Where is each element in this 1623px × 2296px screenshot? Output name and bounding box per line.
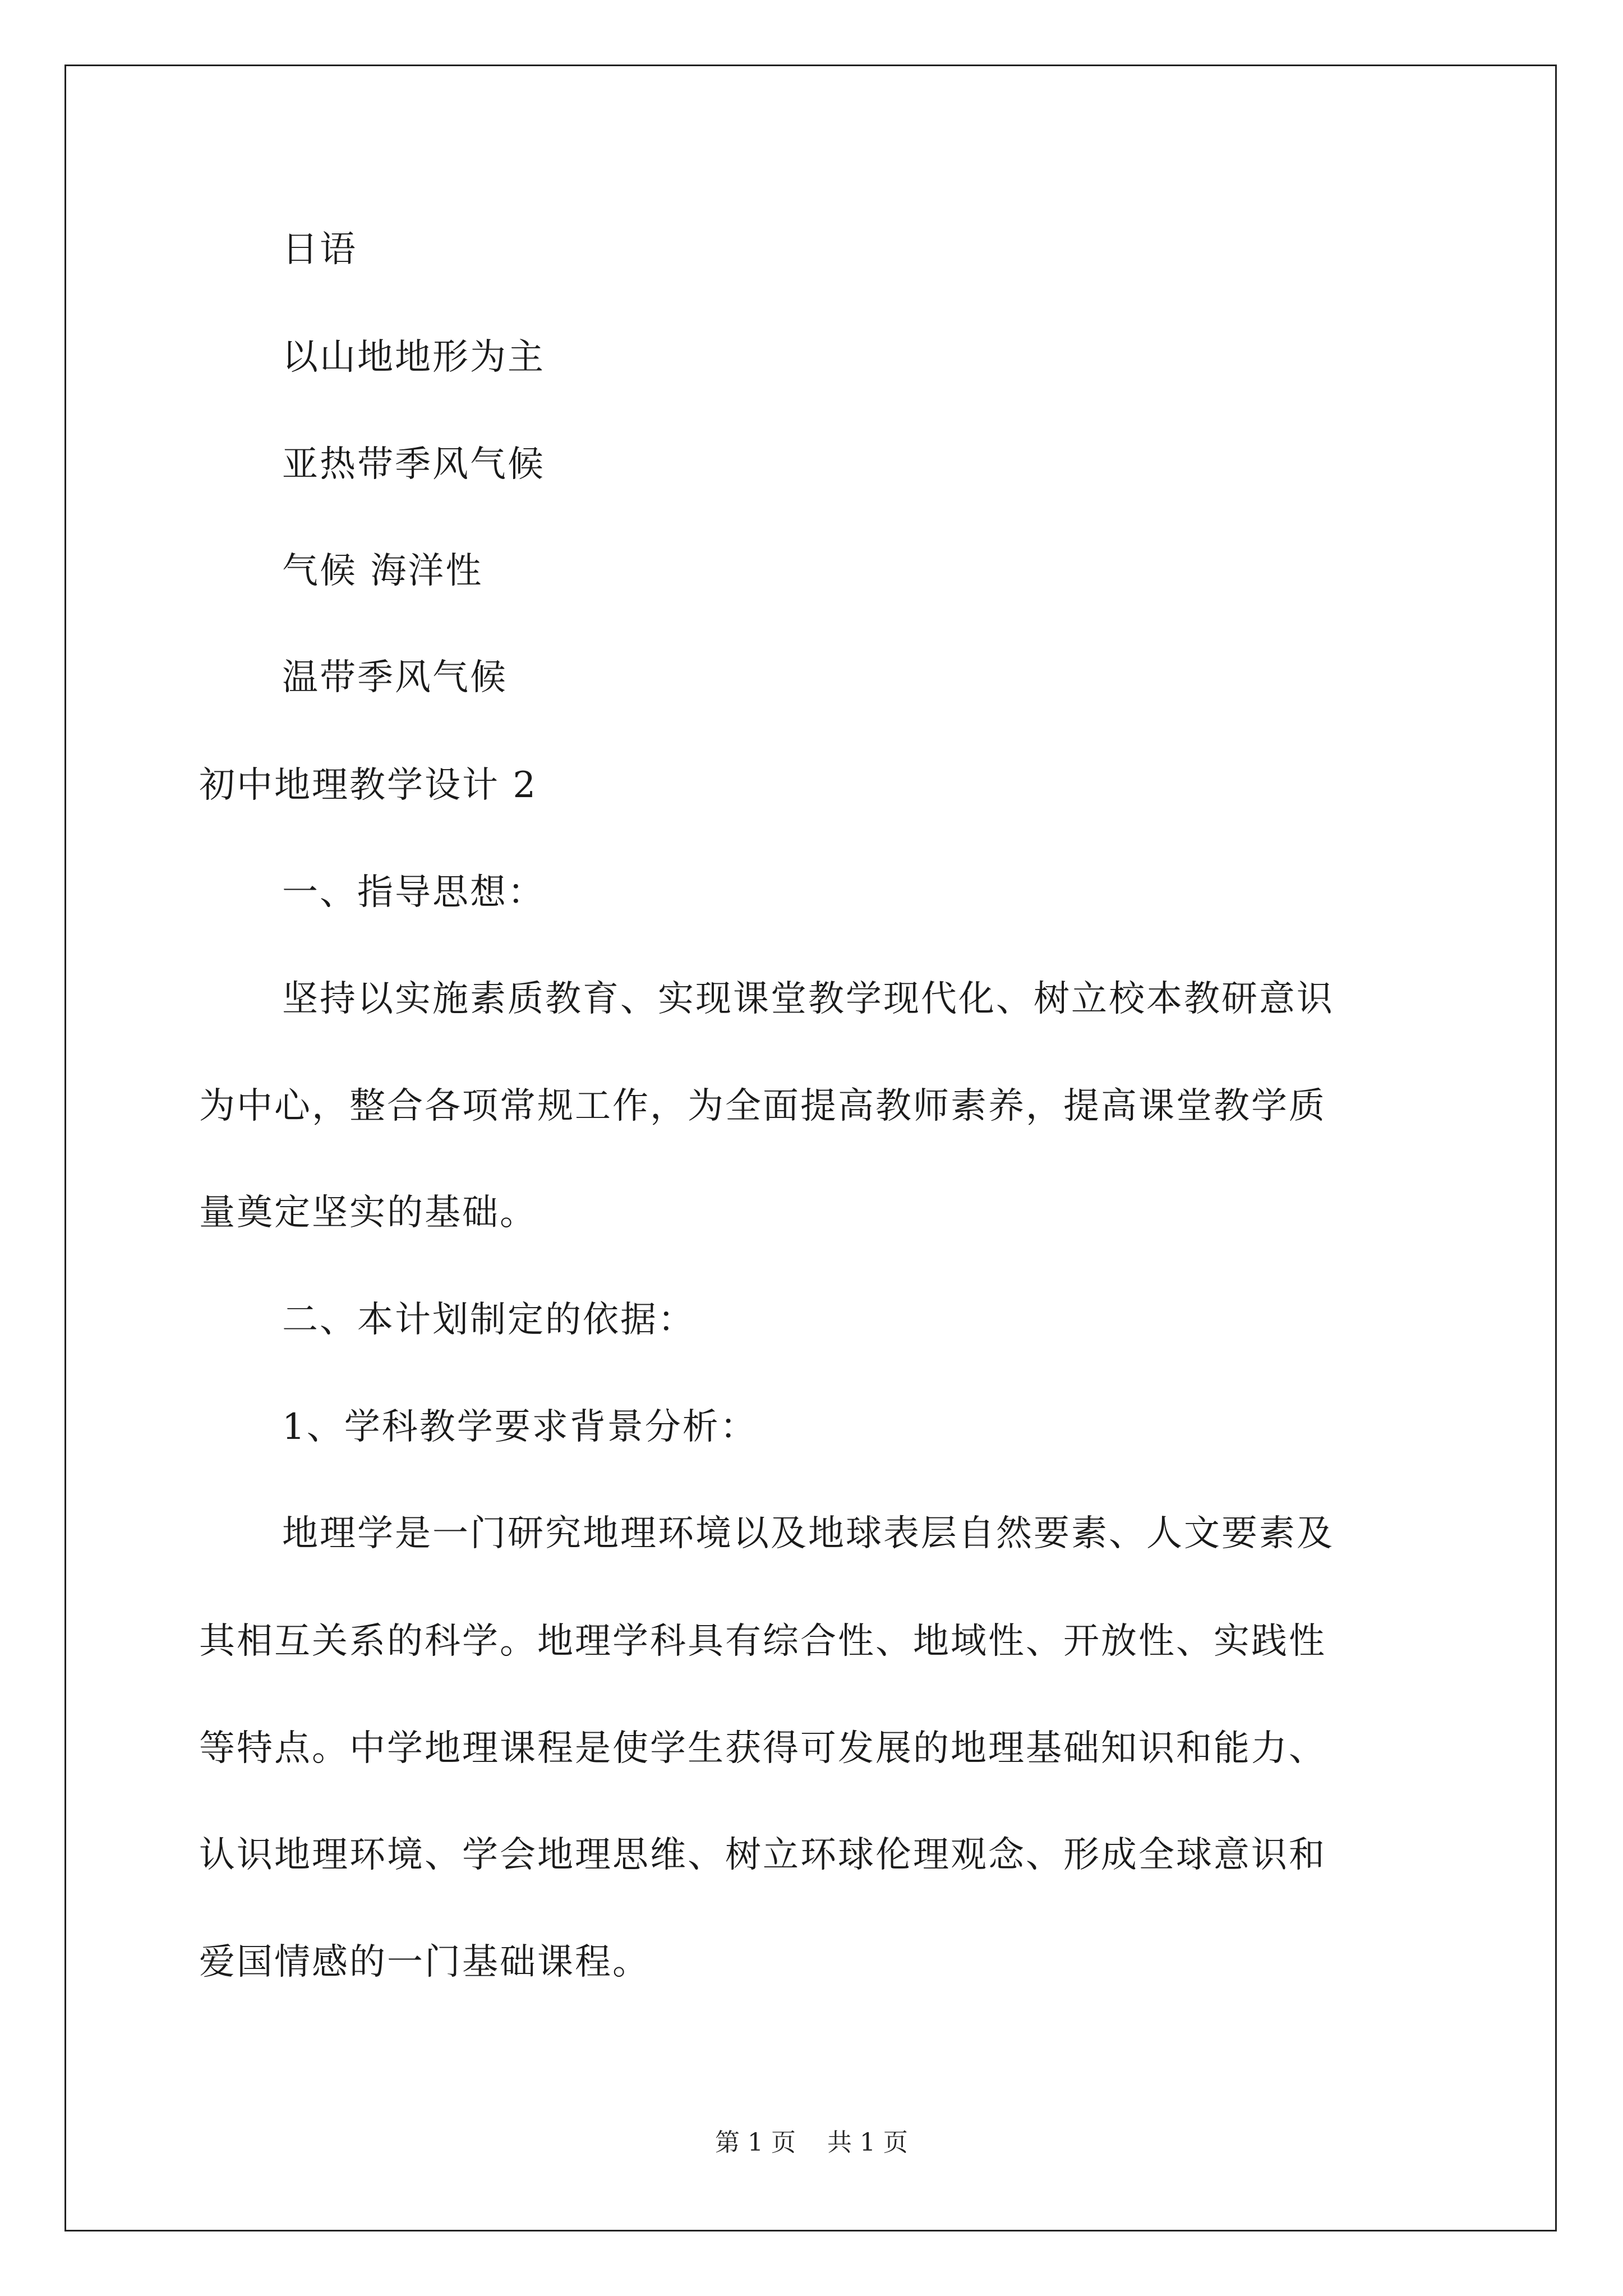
paragraph-line: 坚持以实施素质教育、实现课堂教学现代化、树立校本教研意识 — [282, 978, 1334, 1020]
section-heading: 初中地理教学设计 2 — [199, 765, 538, 806]
text-line: 1、学科教学要求背景分析： — [282, 1406, 758, 1448]
page-footer: 第 1 页 共 1 页 — [715, 2128, 908, 2157]
text-line: 一、指导思想： — [282, 872, 545, 913]
paragraph-line: 等特点。中学地理课程是使学生获得可发展的地理基础知识和能力、 — [199, 1728, 1326, 1769]
text-line: 以山地地形为主 — [282, 337, 545, 378]
paragraph-line: 为中心，整合各项常规工作，为全面提高教师素养，提高课堂教学质 — [199, 1085, 1326, 1127]
text-line: 温带季风气候 — [282, 657, 508, 698]
text-line: 二、本计划制定的依据： — [282, 1299, 695, 1341]
paragraph-line: 地理学是一门研究地理环境以及地球表层自然要素、人文要素及 — [282, 1513, 1334, 1554]
text-line: 日语 — [282, 229, 357, 270]
paragraph-line: 量奠定坚实的基础。 — [199, 1192, 537, 1234]
text-line: 亚热带季风气候 — [282, 444, 545, 485]
page-border — [64, 65, 1557, 2231]
paragraph-line: 其相互关系的科学。地理学科具有综合性、地域性、开放性、实践性 — [199, 1621, 1326, 1662]
paragraph-line: 爱国情感的一门基础课程。 — [199, 1941, 650, 1983]
paragraph-line: 认识地理环境、学会地理思维、树立环球伦理观念、形成全球意识和 — [199, 1834, 1326, 1876]
text-line: 气候 海洋性 — [282, 550, 483, 592]
